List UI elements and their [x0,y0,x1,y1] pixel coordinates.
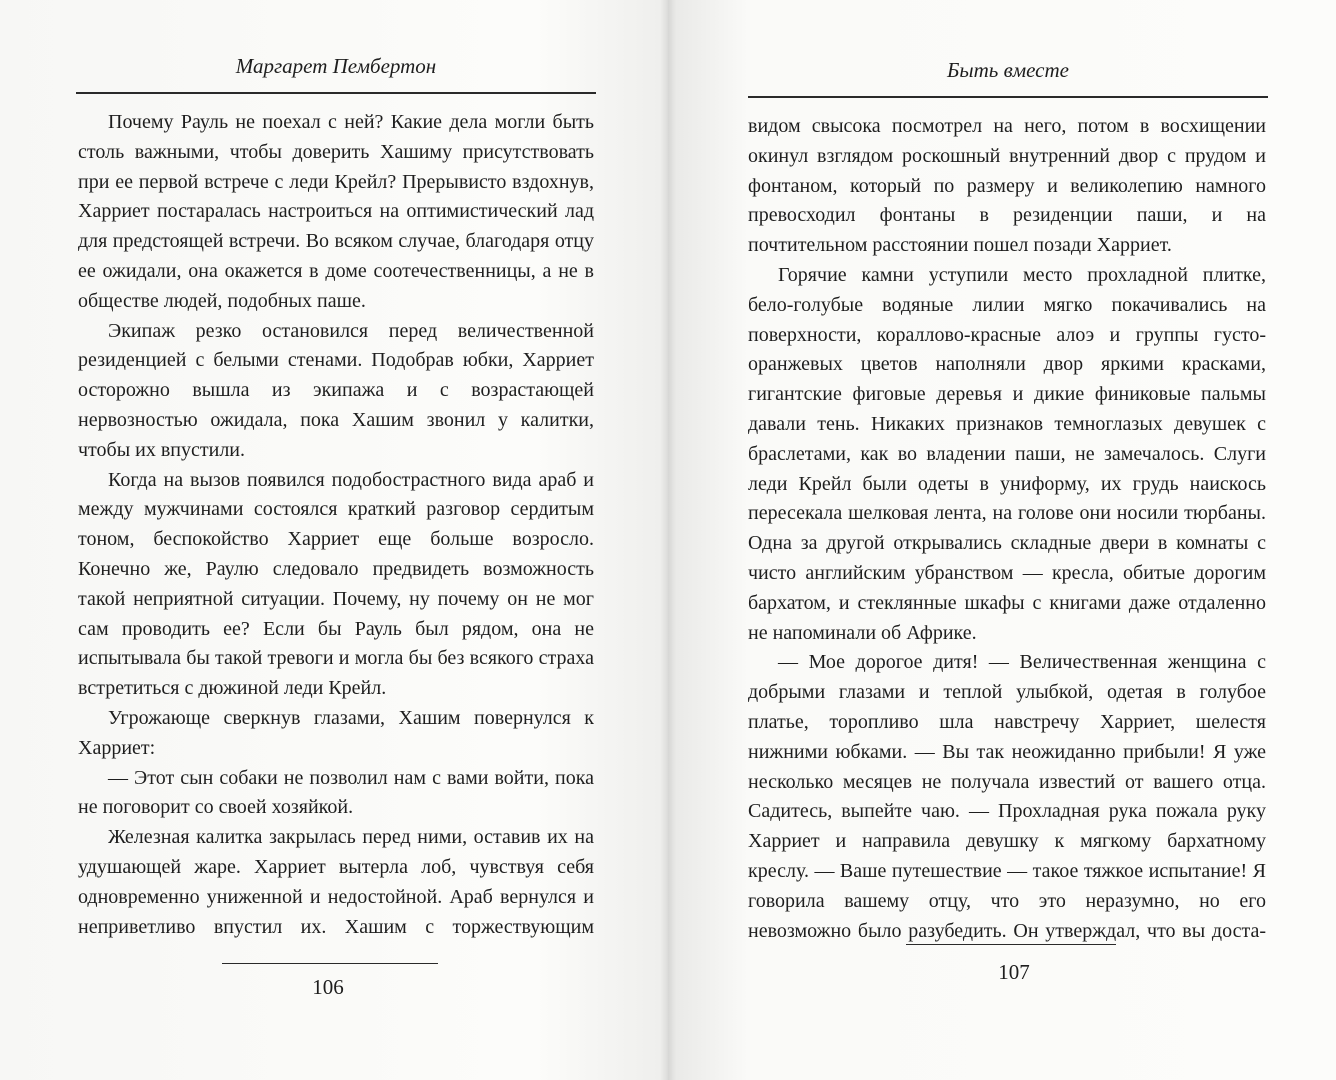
footer-rule [222,963,438,964]
header-rule [748,96,1268,98]
running-head-title: Быть вместе [947,58,1069,82]
paragraph: Железная калитка закрылась перед ними, оставив их на удушающей жаре. Харриет вытерла лоб, чувствуя себя одновременно униженной и недостойной. Араб вернулся и неприветливо впустил их. Хашим с торжествующим [78,826,594,938]
paragraph: — Этот сын собаки не позволил нам с вами войти, пока не поговорит со своей хозяйкой. [78,766,594,819]
page-number: 107 [998,960,1030,984]
footer-rule [906,944,1116,945]
paragraph: — Мое дорогое дитя! — Величественная женщина с добрыми глазами и теплой улыбкой, одетая в голубое платье, торопливо шла навстречу Харриет, шелестя нижними юбками. — Вы так неожиданно прибыли! Я уже несколько месяцев не получала известий от вашего отца. Садитесь, выпейте чаю. — Прохладная рука пожала руку Харриет и направила девушку к мягкому бархатному креслу. — Ваше путешествие — такое тяжкое испытание! Я говорила вашему отцу, что это неразумно, но его невозможно было разубедить. Он утверждал, что вы доста- [748,651,1266,942]
header-rule [76,92,596,94]
paragraph: Горячие камни уступили место прохладной плитке, бело-голубые водяные лилии мягко покачивались на поверхности, кораллово-красные алоэ и группы густо-оранжевых цветов наполняли двор яркими красками, гигантские фиговые деревья и дикие финиковые пальмы давали тень. Никаких признаков темноглазых девушек с браслетами, как во владении паши, не замечалось. Слуги леди Крейл были одеты в униформу, их грудь наискось пересекала шелковая лента, на голове они носили тюрбаны. Одна за другой открывались складные двери в комнаты с чисто английским убранством — кресла, обитые дорогим бархатом, и стеклянные шкафы с книгами даже отдаленно не напоминали об Африке. [748,263,1266,644]
running-head-author: Маргарет Пембертон [235,54,437,78]
paragraph: Когда на вызов появился подобострастного вида араб и между мужчинами состоялся краткий разговор сердитым тоном, беспокойство Харриет еще больше возросло. Конечно же, Раулю следовало предвидеть возможность такой неприятной ситуации. Почему, ну почему он не мог сам проводить ее? Если бы Рауль был рядом, она не испытывала бы такой тревоги и могла бы без всякого страха встретиться с дюжиной леди Крейл. [78,468,594,700]
paragraph: Экипаж резко остановился перед величественной резиденцией с белыми стенами. Подобрав юбки, Харриет осторожно вышла из экипажа и с возрастающей нервозностью ожидала, пока Хашим звонил у калитки, чтобы их впустили. [78,319,594,461]
book-gutter [660,0,676,1080]
left-page-text [78,108,594,942]
right-page-text [748,112,1266,946]
paragraph: видом свысока посмотрел на него, потом в восхищении окинул взглядом роскошный внутренний двор с прудом и фонтаном, который по размеру и великолепию намного превосходил фонтаны в резиденции паши, и на почтительном расстоянии пошел позади Харриет. [748,115,1266,257]
paragraph: Почему Рауль не поехал с ней? Какие дела могли быть столь важными, чтобы доверить Хашиму присутствовать при ее первой встрече с леди Крейл? Прерывисто вздохнув, Харриет постаралась настроиться на оптимистический лад для предстоящей встречи. Во всяком случае, благодаря отцу ее ожидали, она окажется в доме соотечественницы, а не в обществе людей, подобных паше. [78,111,594,312]
page-number: 106 [312,975,344,999]
paragraph: Угрожающе сверкнув глазами, Хашим повернулся к Харриет: [78,706,594,759]
right-page [668,0,1336,1080]
